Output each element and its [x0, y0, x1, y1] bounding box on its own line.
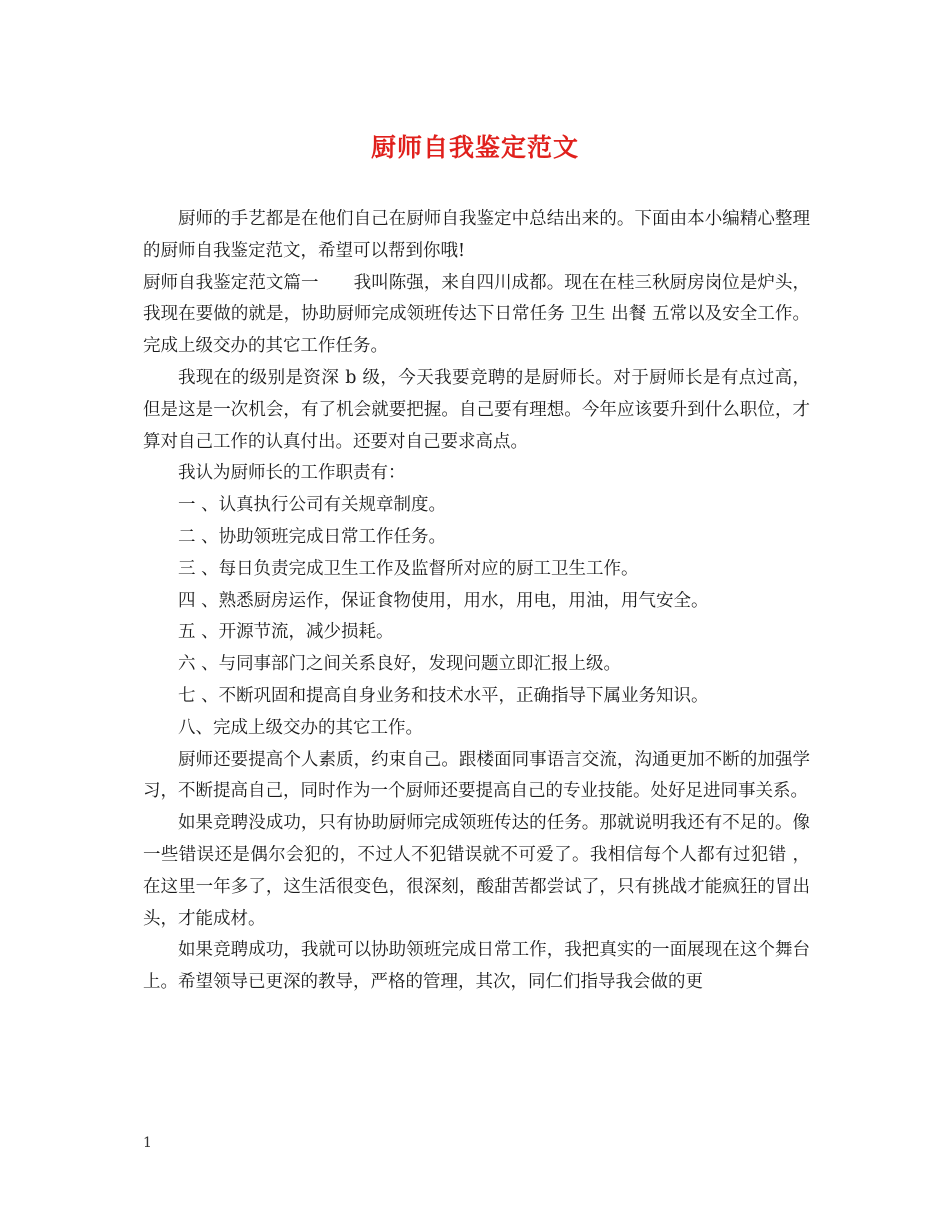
- level-paragraph: 我现在的级别是资深 b 级，今天我要竞聘的是厨师长。对于厨师长是有点过高，但是这是一次机会，有了机会就要把握。自己要有理想。今年应该要升到什么职位，才算对自己工作的认真付出。还要对自己要求高点。: [143, 367, 810, 452]
- duty-item-1: 一 、认真执行公司有关规章制度。: [178, 495, 447, 516]
- quality-paragraph: 厨师还要提高个人素质，约束自己。跟楼面同事语言交流，沟通更加不断的加强学习，不断提高自己，同时作为一个厨师还要提高自己的专业技能。处好足进同事关系。: [143, 749, 810, 802]
- duty-item-5: 五 、开源节流，减少损耗。: [178, 622, 394, 643]
- duty-item-6: 六 、与同事部门之间关系良好，发现问题立即汇报上级。: [178, 654, 622, 675]
- intro-paragraph: 厨师的手艺都是在他们自己在厨师自我鉴定中总结出来的。下面由本小编精心整理的厨师自我鉴定范文，希望可以帮到你哦!: [143, 209, 810, 261]
- page-number: 1: [143, 1135, 152, 1151]
- duty-item-4: 四 、熟悉厨房运作，保证食物使用，用水，用电，用油，用气安全。: [178, 590, 709, 611]
- document-body: [143, 204, 810, 999]
- duty-item-3: 三 、每日负责完成卫生工作及监督所对应的厨工卫生工作。: [178, 558, 639, 579]
- duty-item-8: 八、完成上级交办的其它工作。: [178, 717, 423, 738]
- if-fail-paragraph: 如果竞聘没成功，只有协助厨师完成领班传达的任务。那就说明我还有不足的。像一些错误还是偶尔会犯的，不过人不犯错误就不可爱了。我相信每个人都有过犯错 ，在这里一年多了，这生活很变色，很深刻，酸甜苦都尝试了，只有挑战才能疯狂的冒出头，才能成材。: [143, 813, 810, 929]
- document-title: 厨师自我鉴定范文: [370, 133, 579, 162]
- duty-item-7: 七 、不断巩固和提高自身业务和技术水平，正确指导下属业务知识。: [178, 685, 709, 706]
- duties-intro-paragraph: 我认为厨师长的工作职责有：: [178, 463, 406, 484]
- duty-item-2: 二 、协助领班完成日常工作任务。: [178, 526, 447, 547]
- if-success-paragraph: 如果竞聘成功，我就可以协助领班完成日常工作，我把真实的一面展现在这个舞台上。希望领导已更深的教导，严格的管理，其次，同仁们指导我会做的更: [143, 940, 810, 993]
- section-one-paragraph: 厨师自我鉴定范文篇一 我叫陈强，来自四川成都。现在在桂三秋厨房岗位是炉头，我现在要做的就是，协助厨师完成领班传达下日常任务 卫生 出餐 五常以及安全工作。完成上级交办的其它工作任务。: [143, 272, 810, 357]
